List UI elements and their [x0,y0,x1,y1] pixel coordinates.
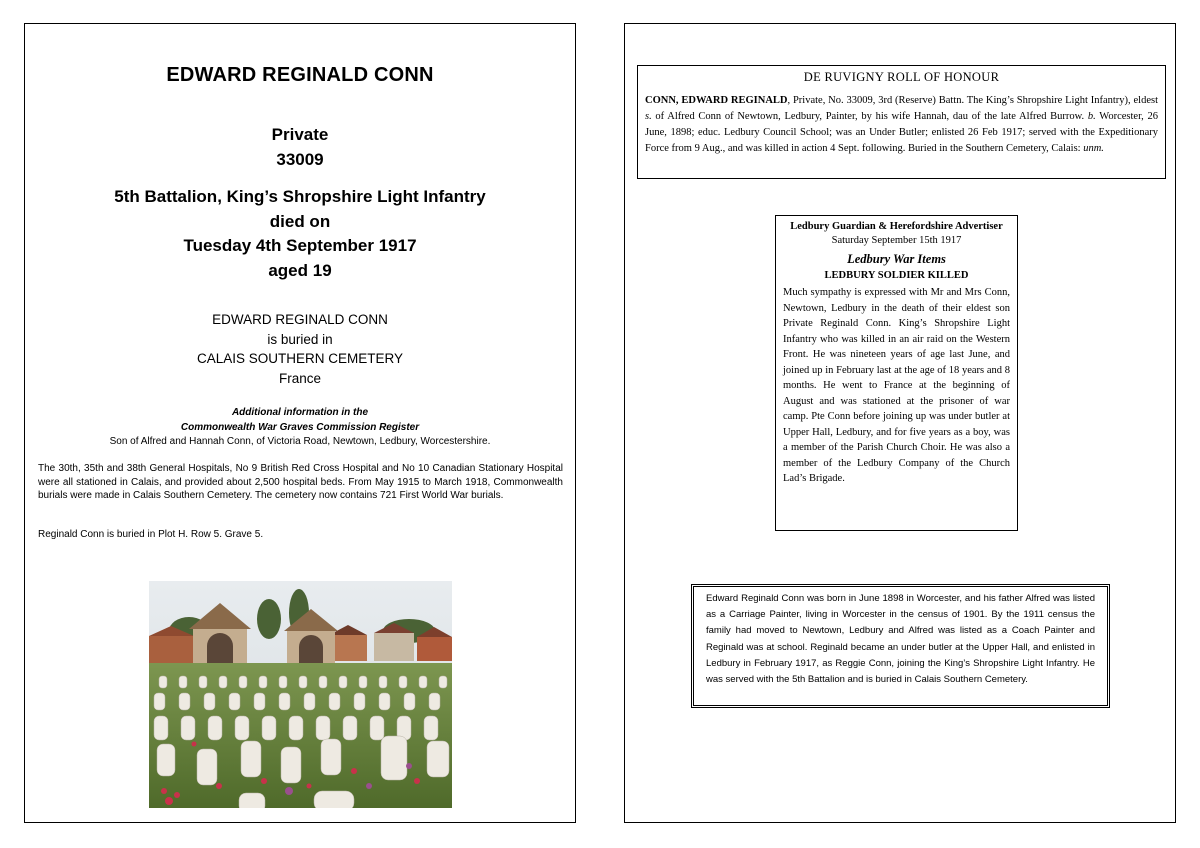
cwgc-heading-line1: Additional information in the [231,407,369,418]
cwgc-heading-line2: Commonwealth War Graves Commission Register [180,421,420,433]
burial-name: EDWARD REGINALD CONN [212,312,388,327]
unit: 5th Battalion, King’s Shropshire Light Infantry [114,187,486,206]
article-text: Much sympathy is expressed with Mr and Mrs Conn, Newtown, Ledbury in the death of their eldest son Private Reginald Conn. King’s Shropshire Light Infantry who was killed in an air raid on the Western Front. He was nineteen years of age last June, and joined up in February last at the age of 18 years and 8 months. He went to France at the beginning of August and was stationed at the prisoner of war camp. Pte Conn before joining up was under butler at Upper Hall, Ledbury, and for five years as a boy, was a member of the Parish Church Choir. He was also a member of the Ledbury Company of the Church Lad’s Brigade. [783,287,1010,484]
death-date: Tuesday 4th September 1917 [183,236,417,255]
died-on-label: died on [269,211,331,231]
plot-paragraph: Reginald Conn is buried in Plot H. Row 5. Grave 5. [38,529,264,540]
roll-entry [645,93,1158,157]
roll-entry-text-1: , Private, No. 33009, 3rd (Reserve) Battn. The King’s Shropshire Light Infantry), eldest [787,95,1158,106]
newspaper-title: Ledbury Guardian & Herefordshire Advertiser [790,221,1003,232]
roll-title: DE RUVIGNY ROLL OF HONOUR [803,70,1000,84]
newspaper-article-box [775,215,1018,531]
unit-block [25,185,575,283]
roll-entry-abbr-b: b. [1087,111,1096,122]
roll-entry-text-2: of Alfred Conn of Newtown, Ledbury, Painter, by his wife Hannah, dau of the late Alfred Burrow. [651,111,1088,122]
newspaper-date: Saturday September 15th 1917 [831,234,962,246]
cwgc-block [25,406,575,450]
burial-country: France [278,370,322,386]
rank-block [25,122,575,172]
rank: Private [271,125,329,144]
roll-of-honour-box [637,65,1166,179]
left-page [24,23,576,823]
cwgc-details: Son of Alfred and Hannah Conn, of Victoria Road, Newtown, Ledbury, Worcestershire. [109,436,491,447]
roll-entry-text-3: Worcester, 26 June, 1898; educ. Ledbury Council School; was an Under Butler; enlisted 26 Feb 1917; served with the Expeditionary Force from 9 Aug., and was killed in action 4 Sept. following. Buried in the Southern Cemetery, Calais: [645,111,1158,154]
soldier-name-title: EDWARD REGINALD CONN [166,64,434,86]
cemetery-photo [149,581,452,808]
biography-box [691,584,1110,708]
age: aged 19 [268,260,332,280]
biography-text: Edward Reginald Conn was born in June 1898 in Worcester, and his father Alfred was listed as a Carriage Painter, living in Worcester in the census of 1901. By the 1911 census the family had moved to Newtown, Ledbury and Alfred was listed as a Coach Painter and Reginald was at school. Reginald became an under butler at the Upper Hall, and enlisted in Ledbury in February 1917, as Reggie Conn, joining the King’s Shropshire Light Infantry. He was served with the 5th Battalion and is buried in Calais Southern Cemetery. [706,593,1095,686]
article-headline: Ledbury War Items [847,252,946,266]
roll-entry-name: CONN, EDWARD REGINALD [645,95,788,106]
buried-in-label: is buried in [267,331,333,347]
article-subheadline: LEDBURY SOLDIER KILLED [824,270,969,281]
roll-entry-abbr-unm: unm. [1083,143,1104,154]
hospitals-paragraph: The 30th, 35th and 38th General Hospitals, No 9 British Red Cross Hospital and No 10 Canadian Stationary Hospital were all stationed in Calais, and provided about 2,500 hospital beds. From May 1915 to March 1918, Commonwealth burials were made in Calais Southern Cemetery. The cemetery now contains 721 First World War burials. [38,463,563,501]
roll-entry-abbr-s: s. [645,111,652,122]
cemetery-name: CALAIS SOUTHERN CEMETERY [196,351,404,366]
service-number: 33009 [276,150,324,169]
burial-block [25,310,575,388]
right-page [624,23,1176,823]
